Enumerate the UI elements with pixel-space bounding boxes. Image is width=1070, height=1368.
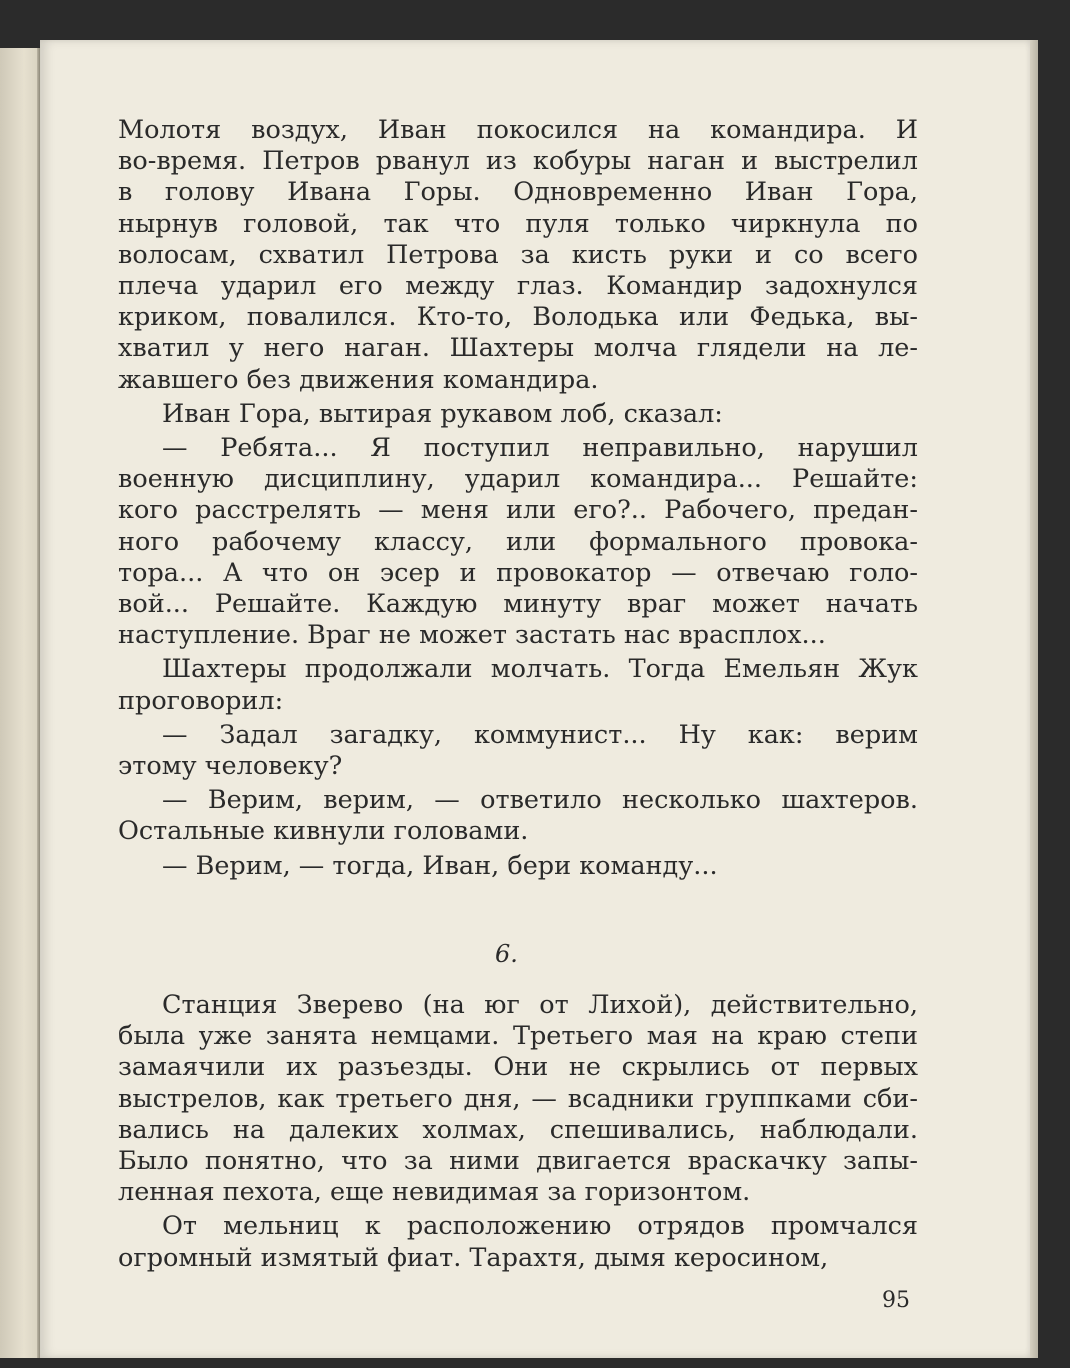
text-line: замаячили их разъезды. Они не скрылись от первых [118,1052,918,1083]
text-line: жавшего без движения командира. [118,364,599,395]
paragraph [118,433,918,651]
paragraph [118,399,918,430]
text-line: ленная пехота, еще невидимая за горизонтом. [118,1177,751,1208]
text-line: военную дисциплину, ударил командира... Решайте: [118,464,918,495]
paragraph [118,851,918,882]
text-line: плеча ударил его между глаз. Командир задохнулся [118,271,918,302]
text-line: Иван Гора, вытирая рукавом лоб, сказал: [162,398,723,429]
text-line: во-время. Петров рванул из кобуры наган и выстрелил [118,146,918,177]
text-line: выстрелов, как третьего дня, — всадники группками сби- [118,1083,918,1114]
paragraph [118,785,918,847]
paragraph [118,115,918,396]
left-page-edge [0,48,41,1358]
text-line: хватил у него наган. Шахтеры молча глядели на ле- [118,333,918,364]
text-line: этому человеку? [118,751,343,782]
text-line: вой... Решайте. Каждую минуту враг может начать [118,589,918,620]
text-line: ного рабочему классу, или формального провока- [118,526,918,557]
text-line: — Ребята... Я поступил неправильно, нарушил [162,433,918,464]
text-line: была уже занята немцами. Третьего мая на краю степи [118,1021,918,1052]
text-line: От мельниц к расположению отрядов промчался [162,1211,918,1242]
text-line: — Верим, верим, — ответило несколько шахтеров. [162,785,918,816]
text-line: наступление. Враг не может застать нас врасплох... [118,620,826,651]
paragraph [118,990,918,1208]
text-line: кого расстрелять — меня или его?.. Рабочего, предан- [118,495,918,526]
main-text-bottom [118,990,918,1277]
text-line: тора... А что он эсер и провокатор — отвечаю голо- [118,557,918,588]
text-line: криком, повалился. Кто-то, Володька или Федька, вы- [118,302,918,333]
text-line: вались на далеких холмах, спешивались, наблюдали. [118,1114,918,1145]
text-line: Молотя воздух, Иван покосился на командира. И [118,115,918,145]
paragraph [118,654,918,716]
text-line: нырнув головой, так что пуля только чиркнула по [118,208,918,239]
section-number: 6. [495,940,518,968]
paragraph [118,720,918,782]
page-stack-edge [1030,40,1038,1358]
page-number: 95 [882,1288,910,1313]
paragraph [118,1211,918,1273]
text-line: Остальные кивнули головами. [118,816,529,847]
text-line: Станция Зверево (на юг от Лихой), действительно, [162,990,918,1020]
text-line: проговорил: [118,685,284,716]
main-text-top [118,115,918,885]
text-line: волосам, схватил Петрова за кисть руки и со всего [118,239,918,270]
text-line: в голову Ивана Горы. Одновременно Иван Гора, [118,177,918,208]
text-line: Было понятно, что за ними двигается враскачку запы- [118,1146,918,1177]
text-line: — Верим, — тогда, Иван, бери команду... [162,850,718,881]
text-line: Шахтеры продолжали молчать. Тогда Емельян Жук [162,654,918,685]
text-line: огромный измятый фиат. Тарахтя, дымя керосином, [118,1242,829,1273]
text-line: — Задал загадку, коммунист... Ну как: верим [162,719,918,750]
